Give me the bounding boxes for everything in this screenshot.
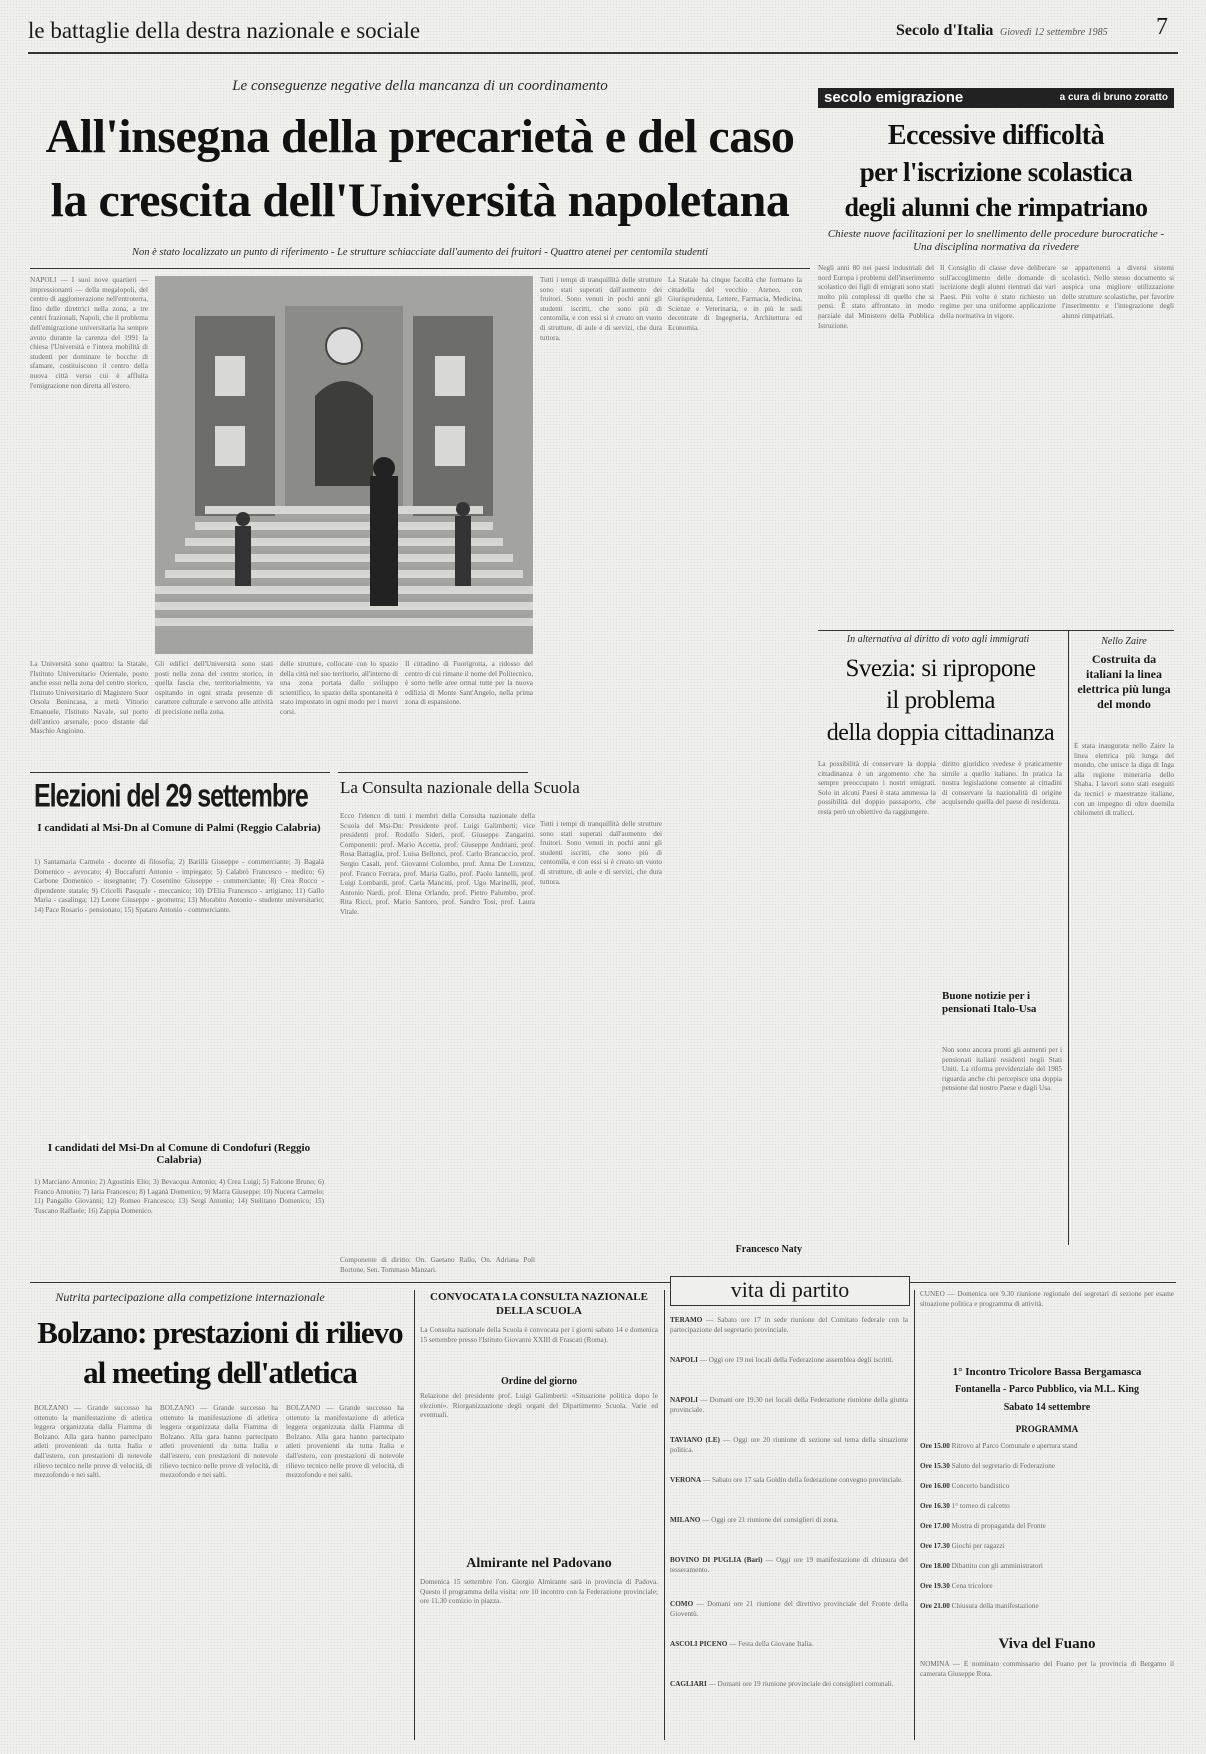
fuano-title: Viva del Fuano bbox=[998, 1636, 1096, 1652]
vita-item: NAPOLI — Oggi ore 19 nei locali della Federazione assemblea degli iscritti. bbox=[670, 1356, 894, 1364]
zaire-kicker: Nello Zaire bbox=[1101, 636, 1147, 647]
masthead-rule bbox=[28, 52, 1178, 54]
svezia-headline-1: Svezia: si ripropone bbox=[845, 655, 1036, 682]
elezioni-top-rule bbox=[30, 772, 330, 773]
svezia-top-rule bbox=[818, 630, 1174, 631]
palmi-title: I candidati al Msi-Dn al Comune di Palmi (Reggio Calabria) bbox=[37, 822, 321, 834]
programma-divider bbox=[914, 1290, 915, 1740]
vita-item: COMO — Domani ore 21 riunione del direttivo provinciale del Fronte della Gioventù. bbox=[670, 1600, 908, 1618]
vita-item: VERONA — Sabato ore 17 sala Goldin della federazione convegno provinciale. bbox=[670, 1476, 903, 1484]
lower-section-rule bbox=[30, 1282, 1176, 1283]
lead-col-2: La Università sono quattro: la Statale, l'Istituto Universitario Orientale, posto anche esso nella zona del centro storico, l'Istituto Universitario di Magistero Suor Orsola Benincasa, a metà Vittorio Emanuele, l'Istituto Navale, sul porto dell'antico arsenale, poco distante dal Maschio Angioino. bbox=[30, 660, 148, 736]
lead-col-4: delle strutture, collocate con lo spazio della città nel suo territorio, all'interno di una zona portata dallo sviluppo scientifico, lo spazio della spontaneità è stato impostato in ogni modo per i nuovi corsi. bbox=[280, 660, 398, 716]
svezia-headline-2: il problema bbox=[885, 687, 996, 714]
palmi-list: 1) Santamaria Carmelo - docente di filosofia; 2) Barillà Giuseppe - commerciante; 3) Bagalà Domenico - avvocato; 4) Buccafurri Antonio - impiegato; 5) Calabrò Francesco - medico; 6) Carbone Domenico - insegnante; 7) Cosentino Giuseppe - commerciante; 8) Crea Rocco - dipendente statale; 9) Cricelli Pasquale - meccanico; 10) D'Elia Francesco - artigiano; 11) Gallo Maria - casalinga; 12) Leone Giuseppe - geometra; 13) Morabito Antonio - studente universitario; 14) Pace Rosario - pensionato; 15) Spataro Antonio - commerciante. bbox=[34, 858, 324, 914]
pensioni-title: Buone notizie per i pensionati Italo-Usa bbox=[942, 990, 1037, 1015]
vita-item: NAPOLI — Domani ore 19.30 nei locali della Federazione riunione della giunta provinciale. bbox=[670, 1396, 908, 1414]
emigrazione-col-3: se appartenenti a diversi sistemi scolastici. Nello stesso documento si auspica una migliore utilizzazione delle strutture scolastiche, per favorire l'inserimento e l'integrazione degli alunni rimpatriati. bbox=[1062, 264, 1174, 320]
svezia-kicker: In alternativa al diritto di voto agli immigrati bbox=[846, 634, 1030, 645]
pensioni-body: Non sono ancora pronti gli aumenti per i pensionati italiani residenti negli Stati Uniti. La riforma previdenziale del 1985 riguarda anche chi percepisce una doppia pensione dal nostro Paese e dagli Usa. bbox=[942, 1046, 1062, 1093]
lead-subhead: Non è stato localizzato un punto di riferimento - Le strutture schiacciate dall'aumento dei fruitori - Quattro atenei per centomila studenti bbox=[132, 247, 708, 258]
lead-col-1: NAPOLI — I suoi nove quartieri — impressionanti — della megalopoli, del centro di agglomerazione nell'entroterra, fino delle direttrici nella zona, a tre centri frazionali, Napoli, che il problema dell'emigrazione universitaria ha sempre avuto durante la carenza del 1991 la chiesa l'Università e l'intera mobilità di studenti per dominare le bocche di sfamare, costituiscono il centro della nuova città verso cui è affluita l'emigrazione non diretta all'estero. bbox=[30, 276, 148, 390]
lead-kicker: Le conseguenze negative della mancanza di un coordinamento bbox=[232, 78, 608, 94]
issue-date: Giovedì 12 settembre 1985 bbox=[1000, 27, 1108, 38]
convocata-divider bbox=[414, 1290, 415, 1740]
programma-item: Ore 16.00 Concerto bandistico bbox=[920, 1482, 1010, 1490]
consulta-top-rule bbox=[338, 772, 528, 773]
section-title: le battaglie della destra nazionale e sociale bbox=[28, 18, 421, 43]
bolzano-headline-1: Bolzano: prestazioni di rilievo bbox=[37, 1315, 403, 1350]
bolzano-col-1: BOLZANO — Grande successo ha ottenuto la manifestazione di atletica leggera organizzata dalla Fiamma di Bolzano. Alla gara hanno partecipato atleti provenienti da tutta Italia e dall'estero, con prestazioni di notevole rilievo tecnico nelle prove di velocità, di mezzofondo e nei salti. bbox=[34, 1404, 152, 1480]
convocata-body: La Consulta nazionale della Scuola è convocata per i giorni sabato 14 e domenica 15 settembre presso l'Istituto Giovanni XXIII di Frascati (Roma). bbox=[420, 1326, 658, 1344]
lead-headline-2: la crescita dell'Università napoletana bbox=[50, 174, 790, 227]
lead-col-6b: Tutti i tempi di tranquillità delle strutture sono stati superati dall'aumento dei fruitori. Sono venuti in pochi anni gli studenti iscritti, che sono più di centomila, e con essi si è creato un vuoto di strutture, di aule e di servizi, che dura tuttora. bbox=[540, 820, 662, 886]
vita-divider bbox=[664, 1290, 665, 1740]
order-body: Relazione del presidente prof. Luigi Galimberti: «Situazione politica dopo le elezioni». Riorganizzazione degli organi del Dipartimento Scuola. Varie ed eventuali. bbox=[420, 1392, 658, 1420]
programma-list bbox=[920, 1442, 1174, 1632]
vita-list bbox=[670, 1316, 908, 1742]
emigrazione-headline-3: degli alunni che rimpatriano bbox=[844, 193, 1148, 222]
lead-col-5: Il cittadino di Fuorigrotta, a ridosso del centro di cui rimane il nome del Politecnico, è sorto nelle aree ormai tutte per la nuova edilizia di Monte Sant'Angelo, nella prima zona di espansione. bbox=[405, 660, 533, 707]
emigrazione-editor: a cura di bruno zoratto bbox=[1059, 92, 1168, 103]
bolzano-kicker: Nutrita partecipazione alla competizione internazionale bbox=[55, 1290, 325, 1304]
emigrazione-col-2: Il Consiglio di classe deve deliberare sull'accoglimento delle domande di iscrizione degli alunni rientrati dai vari Paesi. Più volte è stato richiesto un regime per una uniforme applicazione della normativa in vigore. bbox=[940, 264, 1056, 320]
vita-item: MILANO — Oggi ore 21 riunione dei consiglieri di zona. bbox=[670, 1516, 839, 1524]
condofuri-list: 1) Marciano Antonio; 2) Agostinis Elio; 3) Bevacqua Antonio; 4) Crea Luigi; 5) Falcone Bruno; 6) Franco Antonio; 7) Iaria Francesco; 8) Laganà Domenico; 9) Marra Giuseppe; 10) Nucera Carmelo; 11) Pangallo Giovanni; 12) Romeo Francesco; 13) Sergi Antonio; 14) Stelitano Domenico; 15) Tuscano Raffaele; 16) Zappia Domenico. bbox=[34, 1178, 324, 1215]
incontro-title: 1° Incontro Tricolore Bassa Bergamasca bbox=[952, 1366, 1142, 1378]
programma-item: Ore 18.00 Dibattito con gli amministratori bbox=[920, 1562, 1043, 1570]
emigrazione-band bbox=[818, 88, 1174, 108]
lead-col-6: Tutti i tempi di tranquillità delle strutture sono stati superati dall'aumento dei fruitori. Sono venuti in pochi anni gli studenti iscritti, che sono più di centomila, e con essi si è creato un vuoto di strutture, di aule e di servizi, che dura tuttora. bbox=[540, 276, 662, 342]
programma-item: Ore 19.30 Cena tricolore bbox=[920, 1582, 993, 1590]
bolzano-headline-2: al meeting dell'atletica bbox=[83, 1355, 357, 1390]
vita-item: CAGLIARI — Domani ore 19 riunione provinciale dei consiglieri comunali. bbox=[670, 1680, 894, 1688]
programma-item: Ore 15.30 Saluto del segretario di Federazione bbox=[920, 1462, 1055, 1470]
vita-item: ASCOLI PICENO — Festa della Giovane Italia. bbox=[670, 1640, 814, 1648]
zaire-headline: Costruita da italiani la linea elettrica più lunga del mondo bbox=[1077, 652, 1171, 711]
lead-col-3: Gli edifici dell'Università sono stati posti nella zona del centro storico, in quella fascia che, territorialmente, va ospitando in ogni strada presenze di carattere culturale e servono alle attività di precisione nella zona. bbox=[155, 660, 273, 716]
consulta-body: Ecco l'elenco di tutti i membri della Consulta nazionale della Scuola del Msi-Dn: Presidente prof. Luigi Galimberti; vice presidenti prof. Rodolfo Sideri, prof. Giuseppe Zangarini. Componenti: prof. Mario Accetta, prof. Giuseppe Andriani, prof. Rosa Battaglia, prof. Luisa Bellonci, prof. Carlo Brancaccio, prof. Sergio Casali, prof. Giovanni Colombo, prof. Anna De Lorenzo, prof. Franco Ferrara, prof. Maria Gallo, prof. Paolo Iannelli, prof. Luigi Lombardi, prof. Carla Mancini, prof. Ugo Marinelli, prof. Antonio Nardi, prof. Elena Orlando, prof. Pietro Palumbo, prof. Rita Ricci, prof. Mario Santoro, prof. Sandro Tosi, prof. Laura Vitale. bbox=[340, 812, 535, 916]
programma-item: Ore 17.00 Mostra di propaganda del Fronte bbox=[920, 1522, 1046, 1530]
svezia-col-1: La possibilità di conservare la doppia cittadinanza è un argomento che ha sempre preoccupato i nostri emigrati. Solo in alcuni Paesi è stata ammessa la possibilità del doppio passaporto, che resta però un obiettivo da raggiungere. bbox=[818, 760, 936, 816]
lead-signature: Francesco Naty bbox=[735, 1244, 802, 1255]
programma-title: PROGRAMMA bbox=[1015, 1424, 1079, 1434]
incontro-location: Fontanella - Parco Pubblico, via M.L. King bbox=[955, 1384, 1139, 1395]
bolzano-col-3: BOLZANO — Grande successo ha ottenuto la manifestazione di atletica leggera organizzata dalla Fiamma di Bolzano. Alla gara hanno partecipato atleti provenienti da tutta Italia e dall'estero, con prestazioni di notevole rilievo tecnico nelle prove di velocità, di mezzofondo e nei salti. bbox=[286, 1404, 404, 1480]
emigrazione-headline-1: Eccessive difficoltà bbox=[887, 120, 1105, 151]
incontro-date: Sabato 14 settembre bbox=[1003, 1402, 1091, 1413]
vita-item: TAVIANO (LE) — Oggi ore 20 riunione di sezione sul tema della situazione politica. bbox=[670, 1436, 908, 1454]
vita-headline: vita di partito bbox=[670, 1276, 910, 1306]
programma-item: Ore 21.00 Chiusura della manifestazione bbox=[920, 1602, 1039, 1610]
emigrazione-headline-2: per l'iscrizione scolastica bbox=[859, 157, 1133, 187]
svezia-col-2: diritto giuridico svedese è praticamente simile a quello italiano. In pratica la nostra legislazione consente ai cittadini di conservare la nazionalità di origine acquisendo quella del paese di residenza. bbox=[942, 760, 1062, 807]
zaire-body: È stata inaugurata nello Zaire la linea elettrica più lunga del mondo, che unisce la diga di Inga alla regione mineraria dello Shaba. I lavori sono stati eseguiti da tecnici e maestranze italiane, con un impegno di oltre duemila chilometri di tralicci. bbox=[1074, 742, 1174, 818]
consulta-headline: La Consulta nazionale della Scuola bbox=[340, 778, 580, 797]
convocata-headline: CONVOCATA LA CONSULTA NAZIONALE DELLA SCUOLA bbox=[430, 1291, 648, 1317]
condofuri-title: I candidati del Msi-Dn al Comune di Condofuri (Reggio Calabria) bbox=[47, 1142, 311, 1166]
programma-item: Ore 16.30 1° torneo di calcetto bbox=[920, 1502, 1010, 1510]
emigrazione-section-label: secolo emigrazione bbox=[824, 89, 964, 106]
elezioni-headline: Elezioni del 29 settembre bbox=[34, 778, 308, 815]
zaire-divider bbox=[1068, 630, 1069, 1245]
almirante-title: Almirante nel Padovano bbox=[466, 1556, 612, 1571]
page-number: 7 bbox=[1156, 14, 1168, 40]
consulta-footer: Componente di diritto: On. Gaetano Rallo, On. Adriana Poli Bortone, Sen. Tommaso Manzari. bbox=[340, 1256, 535, 1274]
vita-item: TERAMO — Sabato ore 17 in sede riunione del Comitato federale con la partecipazione del segretario provinciale. bbox=[670, 1316, 908, 1334]
svezia-headline-3: della doppia cittadinanza bbox=[826, 720, 1055, 746]
lead-headline-1: All'insegna della precarietà e del caso bbox=[45, 110, 795, 163]
university-photo bbox=[155, 276, 533, 654]
paper-name: Secolo d'Italia bbox=[896, 22, 994, 39]
fuano-body: NOMINA — È nominato commissario del Fuano per la provincia di Bergamo il camerata Giuseppe Rota. bbox=[920, 1660, 1174, 1678]
bolzano-col-2: BOLZANO — Grande successo ha ottenuto la manifestazione di atletica leggera organizzata dalla Fiamma di Bolzano. Alla gara hanno partecipato atleti provenienti da tutta Italia e dall'estero, con prestazioni di notevole rilievo tecnico nelle prove di velocità, di mezzofondo e nei salti. bbox=[160, 1404, 278, 1480]
cuneo-notice: CUNEO — Domenica ore 9.30 riunione regionale dei segretari di sezione per esame situazione politica e programma di attività. bbox=[920, 1290, 1174, 1308]
almirante-body: Domenica 15 settembre l'on. Giorgio Almirante sarà in provincia di Padova. Questo il programma della visita: ore 10 incontro con la Federazione provinciale; ore 11.30 comizio in piazza. bbox=[420, 1578, 658, 1606]
lead-col-7: La Statale ha cinque facoltà che formano la cittadella del vecchio Ateneo, con Giurisprudenza, Lettere, Farmacia, Medicina, Scienze e Veterinaria, e in più le sedi decentrate di Ingegneria, Architettura ed Economia. bbox=[668, 276, 802, 332]
programma-item: Ore 17.30 Giochi per ragazzi bbox=[920, 1542, 1005, 1550]
programma-item: Ore 15.00 Ritrovo al Parco Comunale e apertura stand bbox=[920, 1442, 1078, 1450]
university-building-illustration bbox=[155, 276, 533, 654]
vita-item: BOVINO DI PUGLIA (Bari) — Oggi ore 19 manifestazione di chiusura del tesseramento. bbox=[670, 1556, 908, 1574]
emigrazione-subhead: Chieste nuove facilitazioni per lo snellimento delle procedure burocratiche - Una disciplina normativa da rivedere bbox=[827, 228, 1165, 253]
lead-subhead-rule bbox=[30, 268, 810, 269]
emigrazione-col-1: Negli anni 80 nei paesi industriali del nord Europa i problemi dell'inserimento scolastico dei figli di emigrati sono stati molto più complessi di quello che si pensi. È stato affrontato in modo parziale dal Ministero della Pubblica Istruzione. bbox=[818, 264, 934, 330]
order-title: Ordine del giorno bbox=[500, 1376, 578, 1387]
